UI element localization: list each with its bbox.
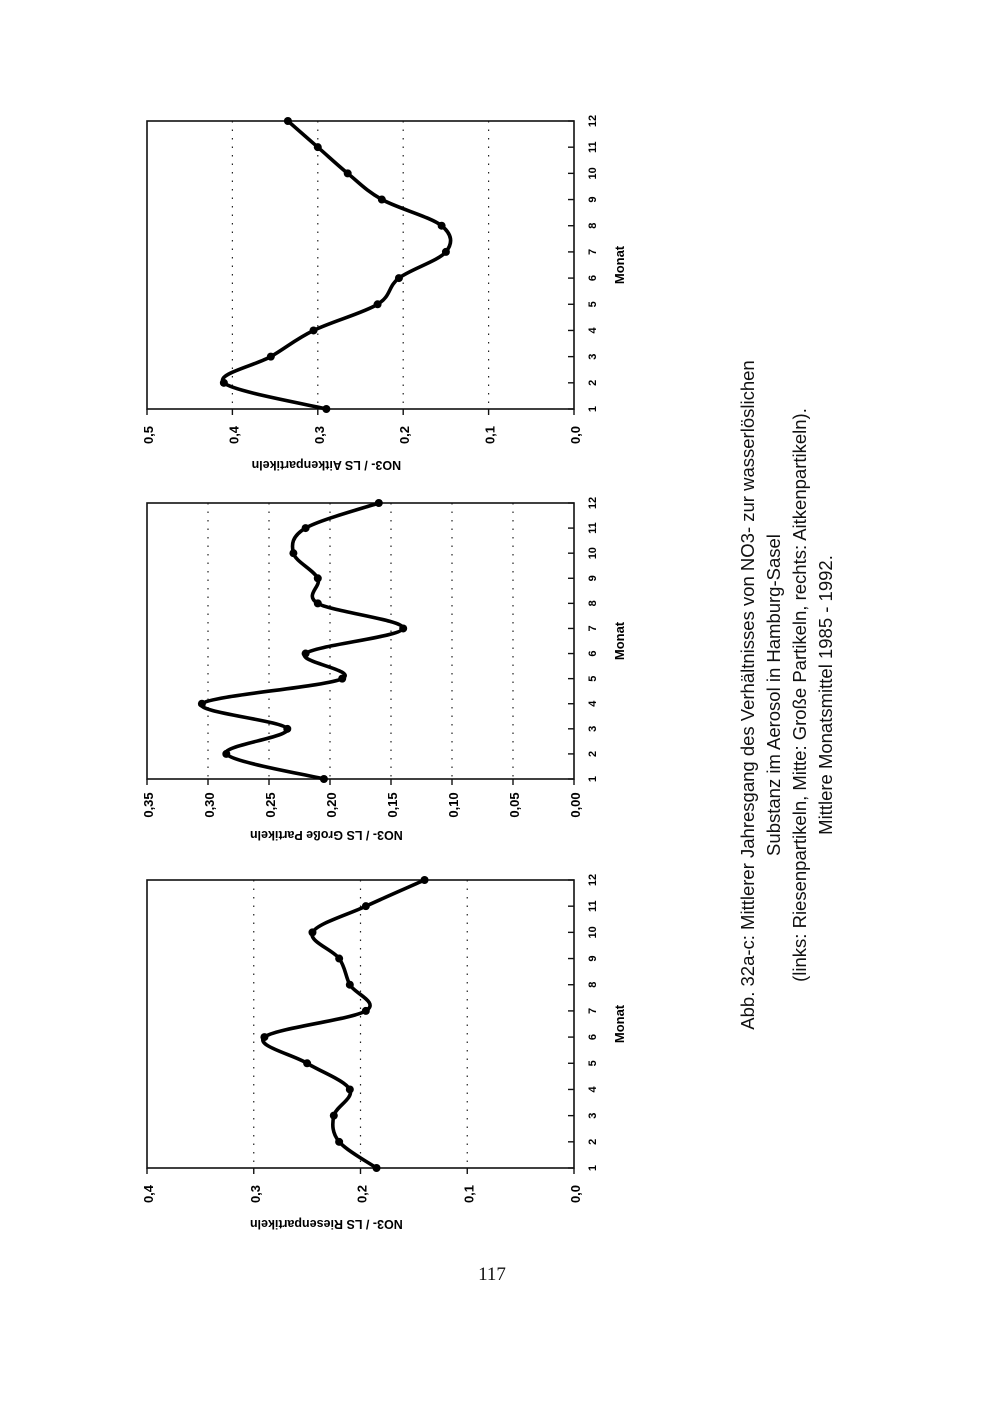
- x-tick-label: 11: [587, 141, 599, 154]
- x-tick-label: 10: [587, 547, 599, 560]
- data-point: [314, 574, 322, 582]
- x-tick-label: 3: [587, 353, 599, 360]
- caption-line-1: Abb. 32a-c: Mittlerer Jahresgang des Verhältnisses von NO3- zur wasserlöslichen: [737, 360, 758, 1030]
- x-tick-label: 12: [587, 873, 599, 887]
- y-axis-title: NO3- / LS Aitkenpartikeln: [251, 458, 402, 472]
- series-line: [201, 503, 403, 779]
- data-point: [222, 750, 230, 758]
- y-tick-label: 0,20: [324, 792, 339, 818]
- data-point: [284, 117, 292, 125]
- caption-line-3: (links: Riesenpartikeln, Mitte: Große Partikeln, rechts: Aitkenpartikeln).: [789, 408, 810, 982]
- data-point: [320, 775, 328, 783]
- data-point: [289, 549, 297, 557]
- y-tick-label: 0,0: [568, 425, 583, 445]
- caption-line-2: Substanz im Aerosol in Hamburg-Sasel: [763, 534, 784, 856]
- series-line: [223, 121, 451, 409]
- x-tick-label: 4: [587, 327, 599, 334]
- x-axis-title: Monat: [612, 245, 627, 285]
- y-tick-label: 0,35: [141, 792, 156, 818]
- x-tick-label: 7: [587, 625, 599, 632]
- x-tick-label: 11: [587, 522, 599, 534]
- data-point: [335, 955, 343, 963]
- data-point: [374, 300, 382, 308]
- data-point: [375, 499, 383, 507]
- data-point: [373, 1164, 381, 1172]
- x-tick-label: 1: [587, 775, 599, 783]
- y-tick-label: 0,00: [568, 792, 583, 818]
- chart-panel-1: [141, 874, 627, 1231]
- data-point: [283, 725, 291, 733]
- x-tick-label: 1: [587, 405, 599, 413]
- data-point: [346, 1085, 354, 1093]
- chart-panel-3: [141, 115, 627, 472]
- x-tick-label: 7: [587, 248, 599, 255]
- data-point: [330, 1112, 338, 1120]
- x-tick-label: 2: [587, 750, 599, 757]
- x-tick-label: 12: [587, 114, 599, 128]
- data-point: [442, 248, 450, 256]
- x-tick-label: 6: [587, 275, 599, 282]
- data-point: [302, 524, 310, 532]
- x-tick-label: 9: [587, 196, 599, 203]
- x-tick-label: 2: [587, 379, 599, 386]
- plot-frame: [147, 121, 574, 409]
- data-point: [335, 1138, 343, 1146]
- x-tick-label: 3: [587, 1112, 599, 1119]
- x-tick-label: 2: [587, 1138, 599, 1145]
- data-point: [338, 675, 346, 683]
- y-tick-label: 0,25: [263, 792, 278, 818]
- y-tick-label: 0,0: [568, 1184, 583, 1204]
- y-axis-title: NO3- / LS Riesenpartikeln: [249, 1217, 403, 1231]
- y-axis-title: NO3- / LS Große Partikeln: [249, 828, 403, 842]
- data-point: [310, 326, 318, 334]
- x-tick-label: 9: [587, 955, 599, 962]
- data-point: [395, 274, 403, 282]
- x-tick-label: 4: [587, 1086, 599, 1093]
- caption-line-4: Mittlere Monatsmittel 1985 - 1992.: [815, 555, 836, 835]
- x-tick-label: 8: [587, 600, 599, 607]
- x-tick-label: 8: [587, 222, 599, 229]
- x-tick-label: 9: [587, 575, 599, 582]
- y-tick-label: 0,1: [482, 425, 498, 445]
- y-tick-label: 0,3: [311, 425, 327, 445]
- data-point: [362, 902, 370, 910]
- y-tick-label: 0,10: [446, 792, 461, 818]
- x-tick-label: 5: [587, 301, 599, 308]
- x-tick-label: 8: [587, 981, 599, 988]
- x-tick-label: 11: [587, 900, 599, 913]
- data-point: [314, 143, 322, 151]
- x-tick-label: 5: [587, 1060, 599, 1067]
- y-tick-label: 0,4: [141, 1184, 156, 1204]
- x-tick-label: 4: [587, 700, 599, 707]
- x-tick-label: 12: [587, 496, 599, 510]
- x-tick-label: 3: [587, 725, 599, 732]
- chart-panel-2: [141, 497, 627, 842]
- data-point: [267, 353, 275, 361]
- data-point: [438, 222, 446, 230]
- data-point: [346, 981, 354, 989]
- y-tick-label: 0,30: [202, 792, 217, 818]
- x-axis-title: Monat: [612, 1004, 627, 1044]
- y-tick-label: 0,2: [397, 425, 413, 445]
- data-point: [378, 196, 386, 204]
- y-tick-label: 0,2: [354, 1184, 370, 1204]
- page-number: 117: [478, 1264, 506, 1285]
- y-tick-label: 0,4: [226, 425, 242, 445]
- data-point: [322, 405, 330, 413]
- data-point: [198, 700, 206, 708]
- data-point: [344, 169, 352, 177]
- data-point: [308, 928, 316, 936]
- data-point: [302, 650, 310, 658]
- x-tick-label: 6: [587, 1034, 599, 1041]
- data-point: [314, 599, 322, 607]
- x-tick-label: 5: [587, 675, 599, 682]
- series-line: [263, 880, 425, 1168]
- y-tick-label: 0,5: [141, 425, 156, 445]
- x-tick-label: 6: [587, 650, 599, 657]
- data-point: [399, 624, 407, 632]
- x-tick-label: 1: [587, 1164, 599, 1172]
- data-point: [421, 876, 429, 884]
- x-tick-label: 7: [587, 1007, 599, 1014]
- x-tick-label: 10: [587, 926, 599, 939]
- x-axis-title: Monat: [612, 621, 627, 661]
- y-tick-label: 0,05: [507, 792, 522, 818]
- x-tick-label: 10: [587, 167, 599, 180]
- y-tick-label: 0,3: [247, 1184, 263, 1204]
- data-point: [220, 379, 228, 387]
- data-point: [362, 1007, 370, 1015]
- y-tick-label: 0,15: [385, 792, 400, 818]
- y-tick-label: 0,1: [461, 1184, 477, 1204]
- data-point: [303, 1059, 311, 1067]
- data-point: [260, 1033, 268, 1041]
